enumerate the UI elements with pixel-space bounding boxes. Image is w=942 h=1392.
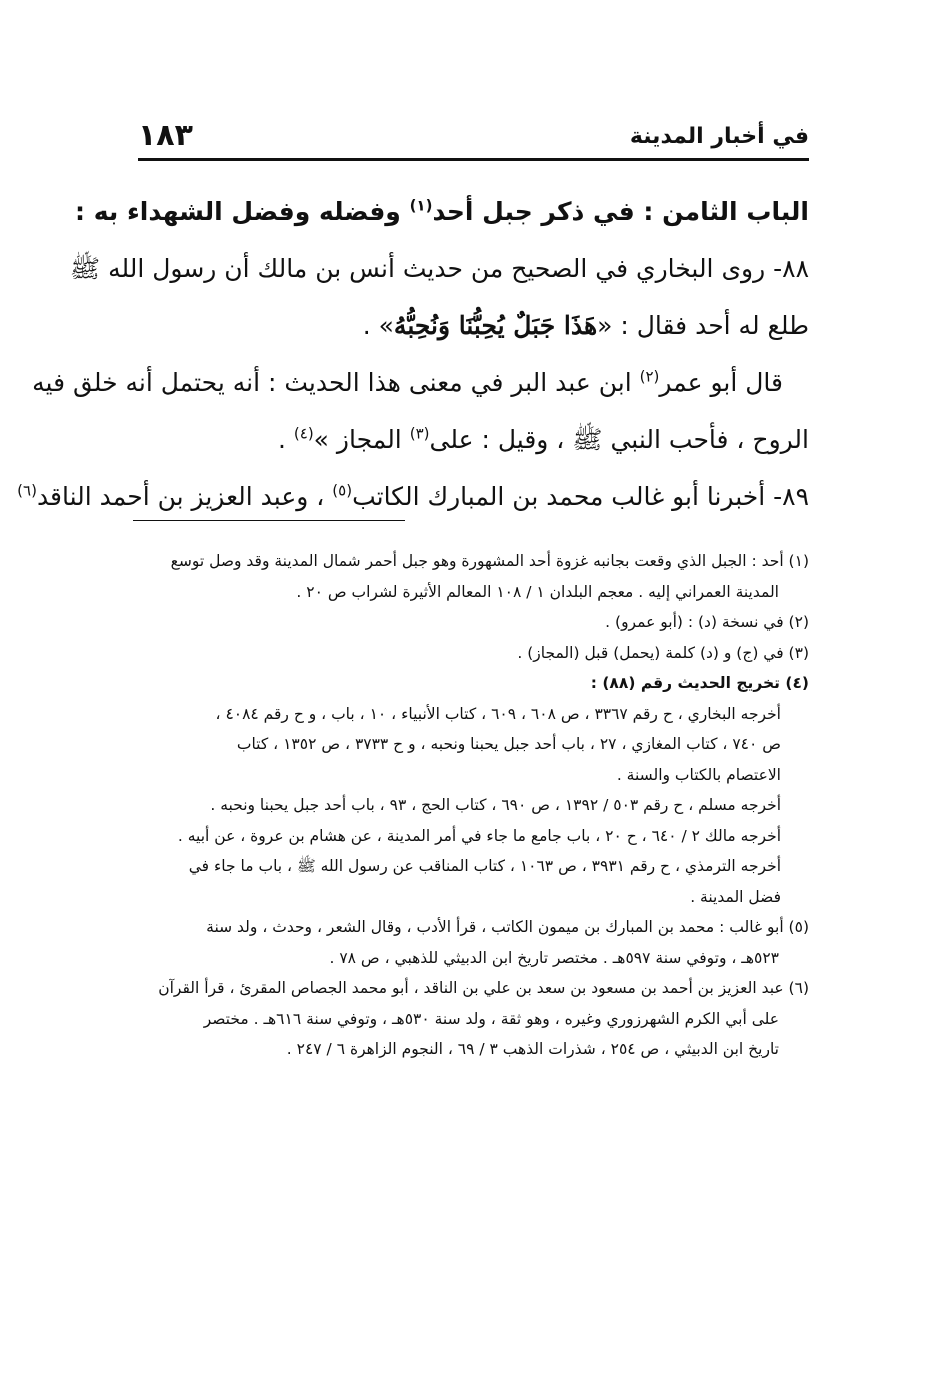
hadith-quote: هَذَا جَبَلٌ يُحِبُّنَا وَنُحِبُّهُ: [393, 311, 598, 340]
footnote-ref-1: (١): [409, 196, 433, 215]
footnote-ref-3: (٣): [409, 424, 430, 443]
page-number: ١٨٣: [138, 118, 193, 153]
hadith-88-line-1: ٨٨- روى البخاري في الصحيح من حديث أنس بن مالك أن رسول الله ﷺ: [69, 254, 809, 283]
footnote-6-line-3: تاريخ ابن الدبيثي ، ص ٢٥٤ ، شذرات الذهب ٣ / ٦٩ ، النجوم الزاهرة ٦ / ٢٤٧ .: [286, 1040, 779, 1058]
footnote-4-line: أخرجه البخاري ، ح رقم ٣٣٦٧ ، ص ٦٠٨ ، ٦٠٩ ، كتاب الأنبياء ، ١٠ ، باب ، و ح رقم ٤٠٨٤ ،: [215, 704, 781, 723]
footnotes: [138, 546, 809, 1065]
footnote-separator: [133, 520, 405, 521]
footnote-4-line: فضل المدينة .: [690, 887, 781, 906]
footnote-3: (٣) في (ج) و (د) كلمة (يحمل) قبل (المجاز) .: [517, 643, 809, 662]
footnote-4-line: أخرجه مالك ٢ / ٦٤٠ ، ح ٢٠ ، باب جامع ما جاء في أمر المدينة ، عن هشام بن عروة ، عن أبيه .: [177, 826, 781, 845]
page-header: [138, 118, 809, 161]
main-text: [17, 183, 809, 525]
hadith-89-line-1: ٨٩- أخبرنا أبو غالب محمد بن المبارك الكاتب$^{(٥)}$ ، وعبد العزيز بن أحمد الناقد$^{(٦)}$: [17, 481, 809, 511]
footnote-5-line-2: ٥٢٣هـ ، وتوفي سنة ٥٩٧هـ . مختصر تاريخ ابن الدبيثي للذهبي ، ص ٧٨ .: [329, 948, 779, 967]
footnote-1-line-1: (١) أحد : الجبل الذي وقعت بجانبه غزوة أحد المشهورة وهو جبل أحمر شمال المدينة وقد وصل توسع: [170, 552, 809, 570]
footnote-4-line: ص ٧٤٠ ، كتاب المغازي ، ٢٧ ، باب أحد جبل يحبنا ونحبه ، و ح ٣٧٣٣ ، ص ١٣٥٢ ، كتاب: [236, 735, 781, 753]
running-title: في أخبار المدينة: [629, 124, 809, 149]
footnote-2: (٢) في نسخة (د) : (أبو عمرو) .: [605, 613, 809, 631]
footnote-1-line-2: المدينة العمراني إليه . معجم البلدان ١ / ١٠٨ المعالم الأثيرة لشراب ص ٢٠ .: [296, 582, 779, 601]
footnote-6-line-1: (٦) عبد العزيز بن أحمد بن مسعود بن سعد بن علي بن الناقد ، أبو محمد الجصاص المقرئ ، قرأ القرآن: [158, 979, 809, 997]
hadith-88-line-2: طلع له أحد فقال : «هَذَا جَبَلٌ يُحِبُّنَا وَنُحِبُّهُ» .: [362, 311, 809, 340]
footnote-4-title: (٤) تخريج الحديث رقم (٨٨) :: [590, 674, 809, 692]
commentary-line-1: قال أبو عمر$^{(٢)}$ ابن عبد البر في معنى هذا الحديث : أنه يحتمل أنه خلق فيه: [32, 367, 783, 397]
footnote-6-line-2: على أبي الكرم الشهرزوري وغيره ، وهو ثقة ، ولد سنة ٥٣٠هـ ، وتوفي سنة ٦١٦هـ . مختصر: [203, 1009, 779, 1028]
footnote-ref-5: (٥): [332, 481, 353, 500]
footnote-ref-2: (٢): [639, 367, 660, 386]
footnote-ref-6: (٦): [17, 481, 37, 500]
footnote-4-line: أخرجه مسلم ، ح رقم ٥٠٣ / ١٣٩٢ ، ص ٦٩٠ ، كتاب الحج ، ٩٣ ، باب أحد جبل يحبنا ونحبه .: [210, 796, 781, 814]
chapter-heading: الباب الثامن : في ذكر جبل أحد$^{(١)}$ وفضله وفضل الشهداء به :: [75, 196, 809, 226]
footnote-ref-4: (٤): [293, 424, 314, 443]
commentary-line-2: الروح ، فأحب النبي ﷺ ، وقيل : على$^{(٣)}$ المجاز »$^{(٤)}$ .: [277, 424, 809, 454]
footnote-4-line: أخرجه الترمذي ، ح رقم ٣٩٣١ ، ص ١٠٦٣ ، كتاب المناقب عن رسول الله ﷺ ، باب ما جاء في: [188, 857, 781, 875]
footnote-4-line: الاعتصام بالكتاب والسنة .: [616, 765, 781, 784]
footnote-5-line-1: (٥) أبو غالب : محمد بن المبارك بن ميمون الكاتب ، قرأ الأدب ، وقال الشعر ، وحدث ، ولد سنة: [206, 918, 809, 936]
